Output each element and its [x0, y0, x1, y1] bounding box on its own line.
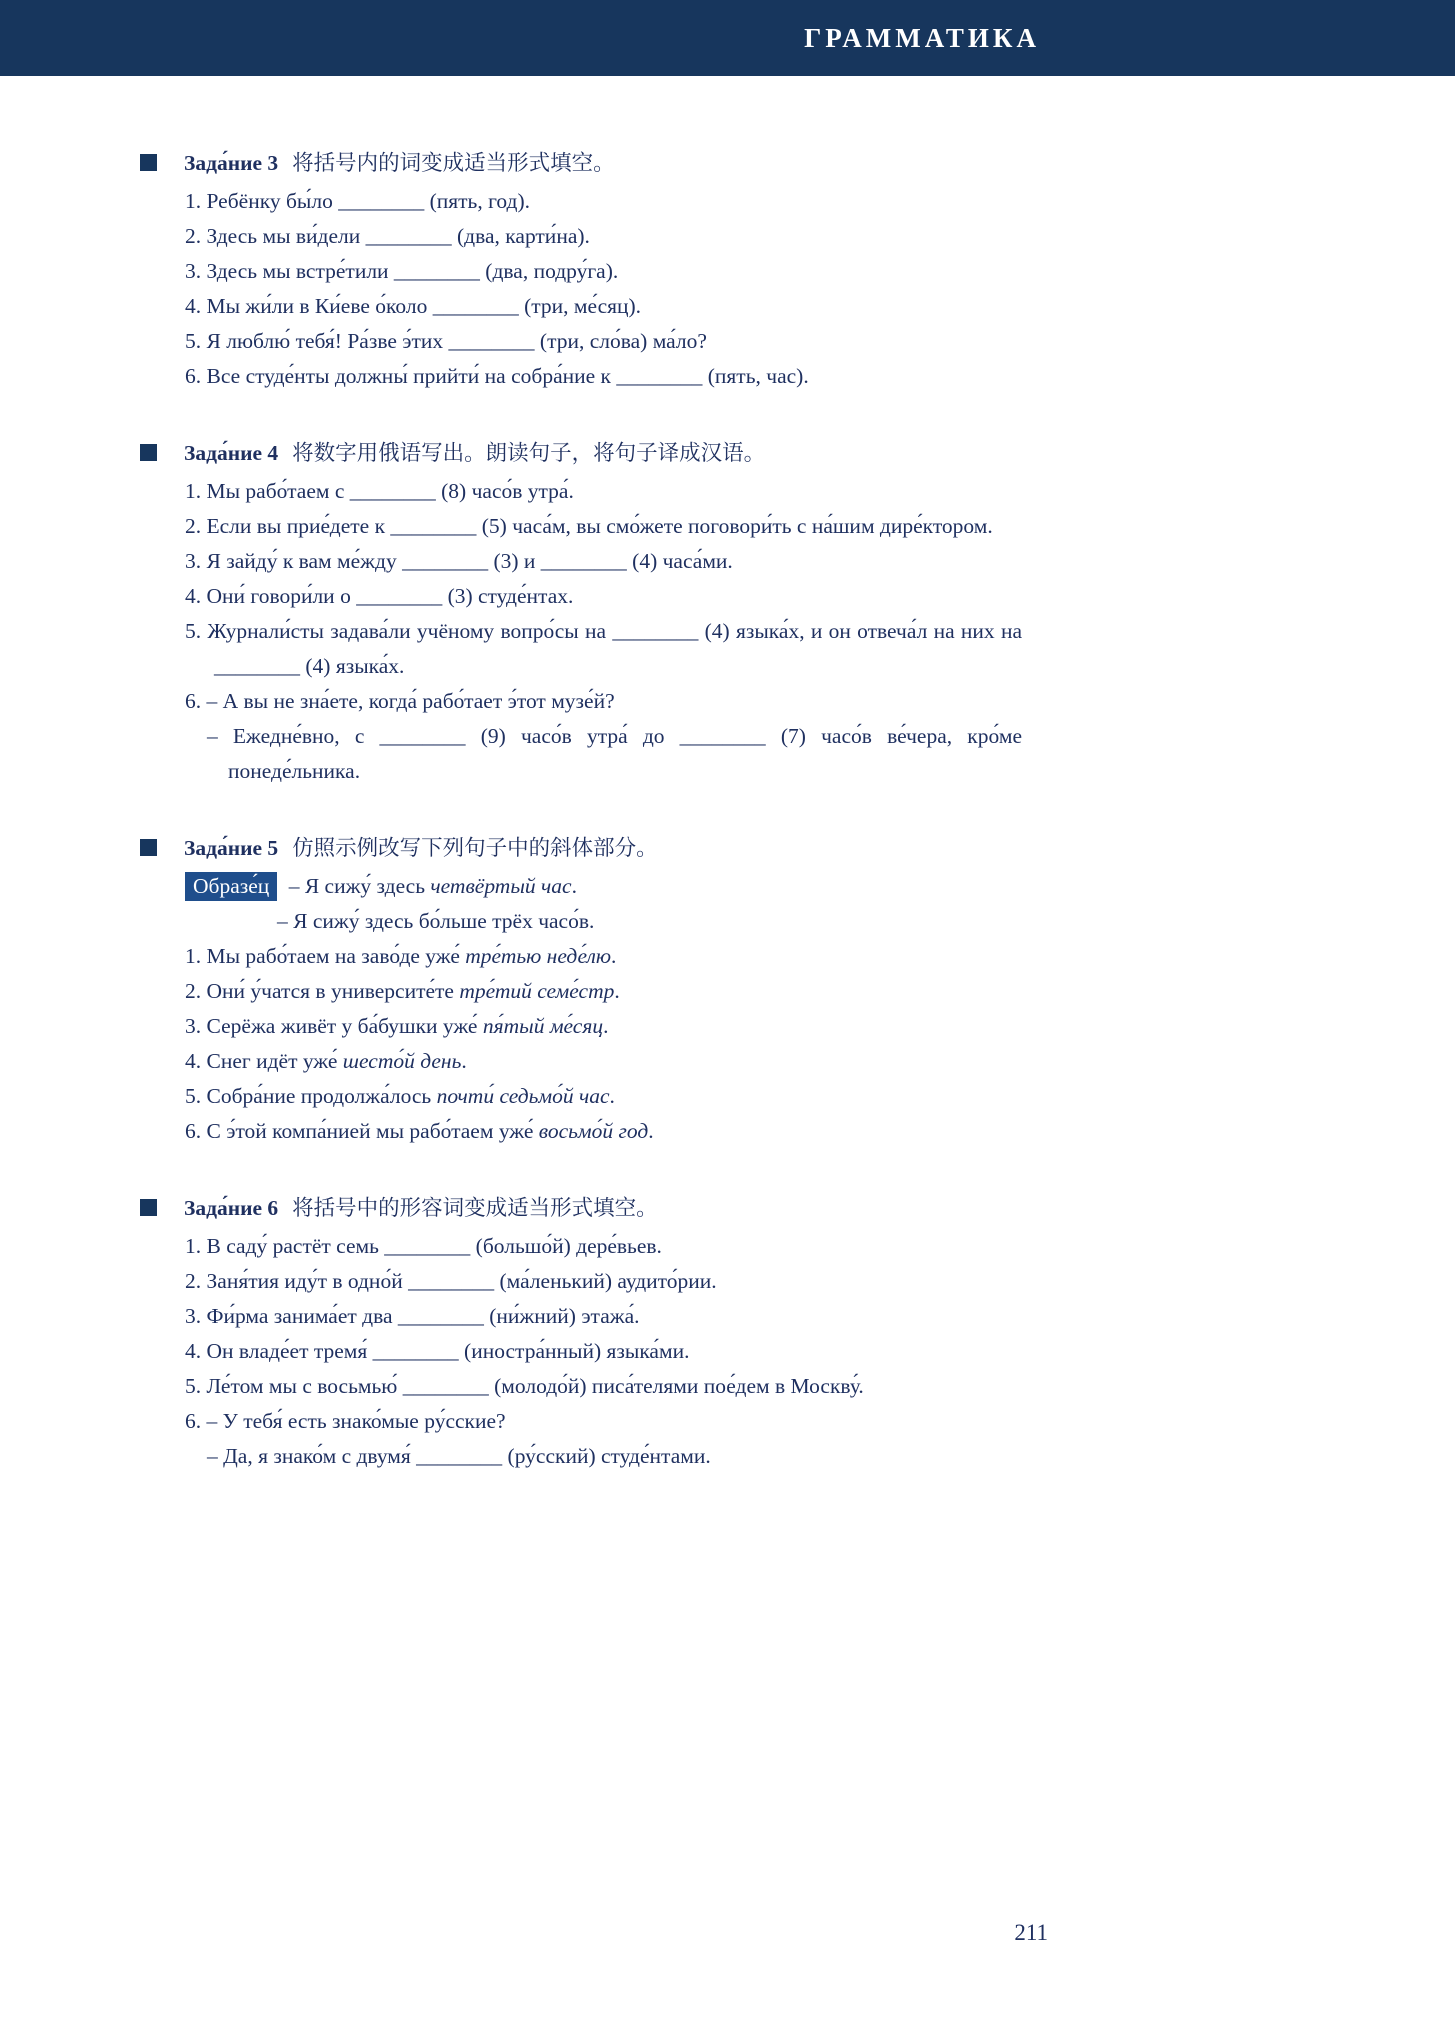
- text-segment: Мы жи́ли в Ки́еве о́коло ________ (три, ме́сяц).: [206, 294, 642, 318]
- exercise-item: [185, 359, 1022, 394]
- example-badge: Образе́ц: [185, 872, 277, 901]
- exercises-container: [140, 146, 1022, 1516]
- exercise-instruction: 将括号内的词变成适当形式填空。: [292, 151, 615, 175]
- text-segment: – А вы не зна́ете, когда́ рабо́тает э́тот музе́й?: [206, 689, 615, 713]
- item-number: 1.: [185, 189, 207, 213]
- item-number: 6.: [185, 1409, 207, 1433]
- exercise-section-1: [140, 146, 1022, 394]
- text-segment: Фи́рма занима́ет два ________ (ни́жний) этажа́.: [206, 1304, 640, 1328]
- item-number: 3.: [185, 1014, 207, 1038]
- text-segment: – У тебя́ есть знако́мые ру́сские?: [206, 1409, 506, 1433]
- example-line: [185, 904, 1022, 939]
- item-line: [185, 1114, 1022, 1149]
- item-line: [185, 974, 1022, 1009]
- exercise-header: [140, 1191, 1022, 1226]
- text-segment: – Я сижу́ здесь: [288, 874, 431, 898]
- text-segment: В саду́ растёт семь ________ (большо́й) дере́вьев.: [206, 1234, 662, 1258]
- item-line: [185, 289, 1022, 324]
- exercise-header: [140, 831, 1022, 866]
- square-bullet-icon: [140, 444, 157, 461]
- text-segment: Здесь мы встре́тили ________ (два, подру́га).: [206, 259, 619, 283]
- exercise-item: [185, 579, 1022, 614]
- item-number: 1.: [185, 1234, 207, 1258]
- exercise-items: [185, 184, 1022, 394]
- text-segment: .: [571, 874, 577, 898]
- exercise-item: [185, 544, 1022, 579]
- exercise-item: [185, 474, 1022, 509]
- exercise-item: [185, 1229, 1022, 1264]
- italic-text-segment: восьмо́й год: [538, 1119, 649, 1143]
- item-line: [185, 474, 1022, 509]
- example-block: [185, 869, 1022, 939]
- text-segment: .: [611, 944, 617, 968]
- item-number: 4.: [185, 294, 207, 318]
- italic-text-segment: тре́тью неде́лю: [465, 944, 612, 968]
- text-segment: Я люблю́ тебя́! Ра́зве э́тих ________ (три, сло́ва) ма́ло?: [206, 329, 707, 353]
- item-line: [185, 184, 1022, 219]
- exercise-item: [185, 939, 1022, 974]
- text-segment: Ребёнку бы́ло ________ (пять, год).: [206, 189, 530, 213]
- item-number: 1.: [185, 479, 207, 503]
- exercise-item: [185, 684, 1022, 789]
- item-number: 5.: [185, 329, 207, 353]
- text-segment: .: [609, 1084, 615, 1108]
- page-number: 211: [1014, 1920, 1048, 1945]
- exercise-title: Зада́ние 5: [184, 836, 279, 860]
- item-line: [185, 1334, 1022, 1369]
- exercise-item: [185, 1009, 1022, 1044]
- item-number: 3.: [185, 549, 207, 573]
- item-line: [185, 219, 1022, 254]
- exercise-item: [185, 614, 1022, 684]
- exercise-title: Зада́ние 3: [184, 151, 279, 175]
- exercise-item: [185, 509, 1022, 544]
- item-number: 4.: [185, 1339, 207, 1363]
- exercise-header: [140, 146, 1022, 181]
- italic-text-segment: почти́ седьмо́й час: [436, 1084, 610, 1108]
- item-number: 3.: [185, 1304, 207, 1328]
- exercise-section-4: [140, 1191, 1022, 1474]
- exercise-title: Зада́ние 4: [184, 441, 279, 465]
- text-segment: Они́ у́чатся в университе́те: [206, 979, 460, 1003]
- exercise-item: [185, 1334, 1022, 1369]
- exercise-section-3: [140, 831, 1022, 1149]
- item-number: 2.: [185, 1269, 207, 1293]
- item-line: [185, 509, 1022, 544]
- item-line: [185, 1439, 1022, 1474]
- exercise-instruction: 仿照示例改写下列句子中的斜体部分。: [292, 836, 658, 860]
- text-segment: Здесь мы ви́дели ________ (два, карти́на).: [206, 224, 590, 248]
- item-line: [185, 254, 1022, 289]
- exercise-instruction: 将数字用俄语写出。朗读句子，将句子译成汉语。: [292, 441, 766, 465]
- exercise-item: [185, 1114, 1022, 1149]
- text-segment: Заня́тия иду́т в одно́й ________ (ма́ленький) аудито́рии.: [206, 1269, 717, 1293]
- example-line: [185, 869, 1022, 904]
- item-number: 3.: [185, 259, 207, 283]
- item-line: [185, 1044, 1022, 1079]
- item-line: [185, 1264, 1022, 1299]
- item-line: [185, 939, 1022, 974]
- exercise-item: [185, 219, 1022, 254]
- item-number: 6.: [185, 364, 207, 388]
- italic-text-segment: шесто́й день: [342, 1049, 462, 1073]
- exercise-section-2: [140, 436, 1022, 789]
- text-segment: – Да, я знако́м с двумя́ ________ (ру́сский) студе́нтами.: [207, 1444, 711, 1468]
- text-segment: .: [614, 979, 620, 1003]
- item-line: [185, 1299, 1022, 1334]
- square-bullet-icon: [140, 1199, 157, 1216]
- item-number: 4.: [185, 584, 207, 608]
- exercise-instruction: 将括号中的形容词变成适当形式填空。: [292, 1196, 658, 1220]
- item-line: [185, 719, 1022, 789]
- item-line: [185, 1404, 1022, 1439]
- italic-text-segment: тре́тий семе́стр: [459, 979, 615, 1003]
- text-segment: Мы рабо́таем с ________ (8) часо́в утра́.: [206, 479, 574, 503]
- item-line: [185, 579, 1022, 614]
- square-bullet-icon: [140, 154, 157, 171]
- item-number: 5.: [185, 1374, 207, 1398]
- text-segment: Если вы прие́дете к ________ (5) часа́м, вы смо́жете поговори́ть с на́шим дире́ктором.: [206, 514, 993, 538]
- exercise-item: [185, 974, 1022, 1009]
- text-segment: .: [461, 1049, 467, 1073]
- item-number: 4.: [185, 1049, 207, 1073]
- exercise-item: [185, 1369, 1022, 1404]
- item-line: [185, 1079, 1022, 1114]
- text-segment: Мы рабо́таем на заво́де уже́: [206, 944, 466, 968]
- item-line: [185, 1369, 1022, 1404]
- exercise-title: Зада́ние 6: [184, 1196, 279, 1220]
- square-bullet-icon: [140, 839, 157, 856]
- exercise-items: [185, 1229, 1022, 1474]
- text-segment: Журнали́сты задава́ли учёному вопро́сы на ________ (4) языка́х, и он отвеча́л на них на ________ (4) языка́х.: [207, 619, 1022, 678]
- page-header-bar: [0, 0, 1455, 76]
- exercise-item: [185, 1299, 1022, 1334]
- item-number: 1.: [185, 944, 207, 968]
- item-line: [185, 324, 1022, 359]
- italic-text-segment: пя́тый ме́сяц: [482, 1014, 604, 1038]
- text-segment: .: [648, 1119, 654, 1143]
- item-number: 6.: [185, 689, 207, 713]
- text-segment: Он владе́ет тремя́ ________ (иностра́нный) языка́ми.: [206, 1339, 690, 1363]
- item-line: [185, 1229, 1022, 1264]
- text-segment: Все студе́нты должны́ прийти́ на собра́ние к ________ (пять, час).: [206, 364, 809, 388]
- exercise-items: [185, 474, 1022, 789]
- exercise-item: [185, 289, 1022, 324]
- exercise-item: [185, 254, 1022, 289]
- item-number: 5.: [185, 1084, 207, 1108]
- italic-text-segment: четвёртый час: [430, 874, 572, 898]
- exercise-items: [185, 939, 1022, 1149]
- text-segment: Серёжа живёт у ба́бушки уже́: [206, 1014, 483, 1038]
- item-number: 5.: [185, 619, 208, 643]
- text-segment: Я зайду́ к вам ме́жду ________ (3) и ________ (4) часа́ми.: [206, 549, 733, 573]
- exercise-item: [185, 1044, 1022, 1079]
- item-number: 2.: [185, 224, 207, 248]
- text-segment: – Я сижу́ здесь бо́льше трёх часо́в.: [277, 909, 595, 933]
- item-number: 2.: [185, 979, 207, 1003]
- text-segment: Снег идёт уже́: [206, 1049, 343, 1073]
- exercise-header: [140, 436, 1022, 471]
- item-number: 2.: [185, 514, 207, 538]
- text-segment: .: [603, 1014, 609, 1038]
- chapter-title: ГРАММАТИКА: [804, 22, 1040, 53]
- exercise-item: [185, 1079, 1022, 1114]
- text-segment: Ле́том мы с восьмью́ ________ (молодо́й) писа́телями пое́дем в Москву́.: [206, 1374, 864, 1398]
- text-segment: Они́ говори́ли о ________ (3) студе́нтах.: [206, 584, 574, 608]
- text-segment: – Ежедне́вно, с ________ (9) часо́в утра́ до ________ (7) часо́в ве́чера, кро́ме понеде́льника.: [207, 724, 1022, 783]
- exercise-item: [185, 184, 1022, 219]
- item-line: [185, 359, 1022, 394]
- item-line: [185, 684, 1022, 719]
- exercise-item: [185, 1264, 1022, 1299]
- exercise-item: [185, 324, 1022, 359]
- item-number: 6.: [185, 1119, 207, 1143]
- item-line: [185, 614, 1022, 684]
- text-segment: Собра́ние продолжа́лось: [206, 1084, 437, 1108]
- text-segment: С э́той компа́нией мы рабо́таем уже́: [206, 1119, 539, 1143]
- item-line: [185, 544, 1022, 579]
- item-line: [185, 1009, 1022, 1044]
- exercise-item: [185, 1404, 1022, 1474]
